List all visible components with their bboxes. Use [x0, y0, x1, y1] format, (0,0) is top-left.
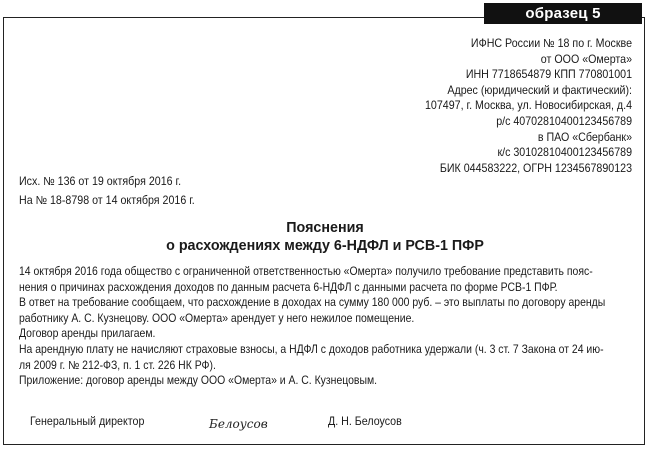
body-line: нения о причинах расхождения доходов по данным расчета 6-НДФЛ с данными расчета по форме РСВ-1 ПФР. — [19, 280, 558, 294]
body-line: Договор аренды прилагаем. — [19, 327, 156, 341]
outgoing-reference: Исх. № 136 от 19 октября 2016 г. — [19, 175, 182, 188]
body-line: работнику А. С. Кузнецову. ООО «Омерта» арендует у него нежилое помещение. — [19, 311, 415, 325]
title-line-2: о расхождениях между 6-НДФЛ и РСВ-1 ПФР — [166, 238, 484, 254]
reference-block — [19, 172, 195, 210]
recipient-line: ИНН 7718654879 КПП 770801001 — [465, 68, 632, 82]
recipient-line: к/с 30102810400123456789 — [497, 146, 632, 160]
recipient-line: БИК 044583222, ОГРН 1234567890123 — [439, 161, 632, 175]
recipient-line: ИФНС России № 18 по г. Москве — [470, 37, 632, 50]
body-line: Приложение: договор аренды между ООО «Омерта» и А. С. Кузнецовым. — [19, 374, 378, 388]
signature-text: Белоусов — [209, 417, 268, 431]
recipient-line: в ПАО «Сбербанк» — [537, 130, 632, 144]
incoming-reference: На № 18-8798 от 14 октября 2016 г. — [19, 194, 195, 207]
signatory-name: Д. Н. Белоусов — [328, 415, 402, 428]
signatory-role: Генеральный директор — [30, 415, 145, 428]
body-line: 14 октября 2016 года общество с ограниченной ответственностью «Омерта» получило требование представить пояс- — [19, 265, 593, 278]
body-line: На арендную плату не начисляют страховые взносы, а НДФЛ с доходов работника удержали (ч. 3 ст. 7 Закона от 24 ию- — [19, 342, 604, 356]
sample-badge: образец 5 — [484, 3, 642, 24]
handwritten-signature — [207, 410, 269, 436]
document-title — [0, 219, 650, 255]
recipient-line: 107497, г. Москва, ул. Новосибирская, д.4 — [424, 99, 632, 113]
document-body — [19, 264, 631, 389]
recipient-line: Адрес (юридический и фактический): — [447, 83, 632, 97]
body-line: В ответ на требование сообщаем, что расхождение в доходах на сумму 180 000 руб. – это выплаты по договору аренды — [19, 296, 606, 310]
recipient-line: р/с 40702810400123456789 — [496, 114, 632, 128]
body-line: ля 2009 г. № 212-ФЗ, п. 1 ст. 226 НК РФ). — [19, 358, 216, 372]
recipient-line: от ООО «Омерта» — [540, 52, 632, 66]
title-line-1: Пояснения — [286, 220, 364, 236]
recipient-block — [425, 36, 632, 176]
